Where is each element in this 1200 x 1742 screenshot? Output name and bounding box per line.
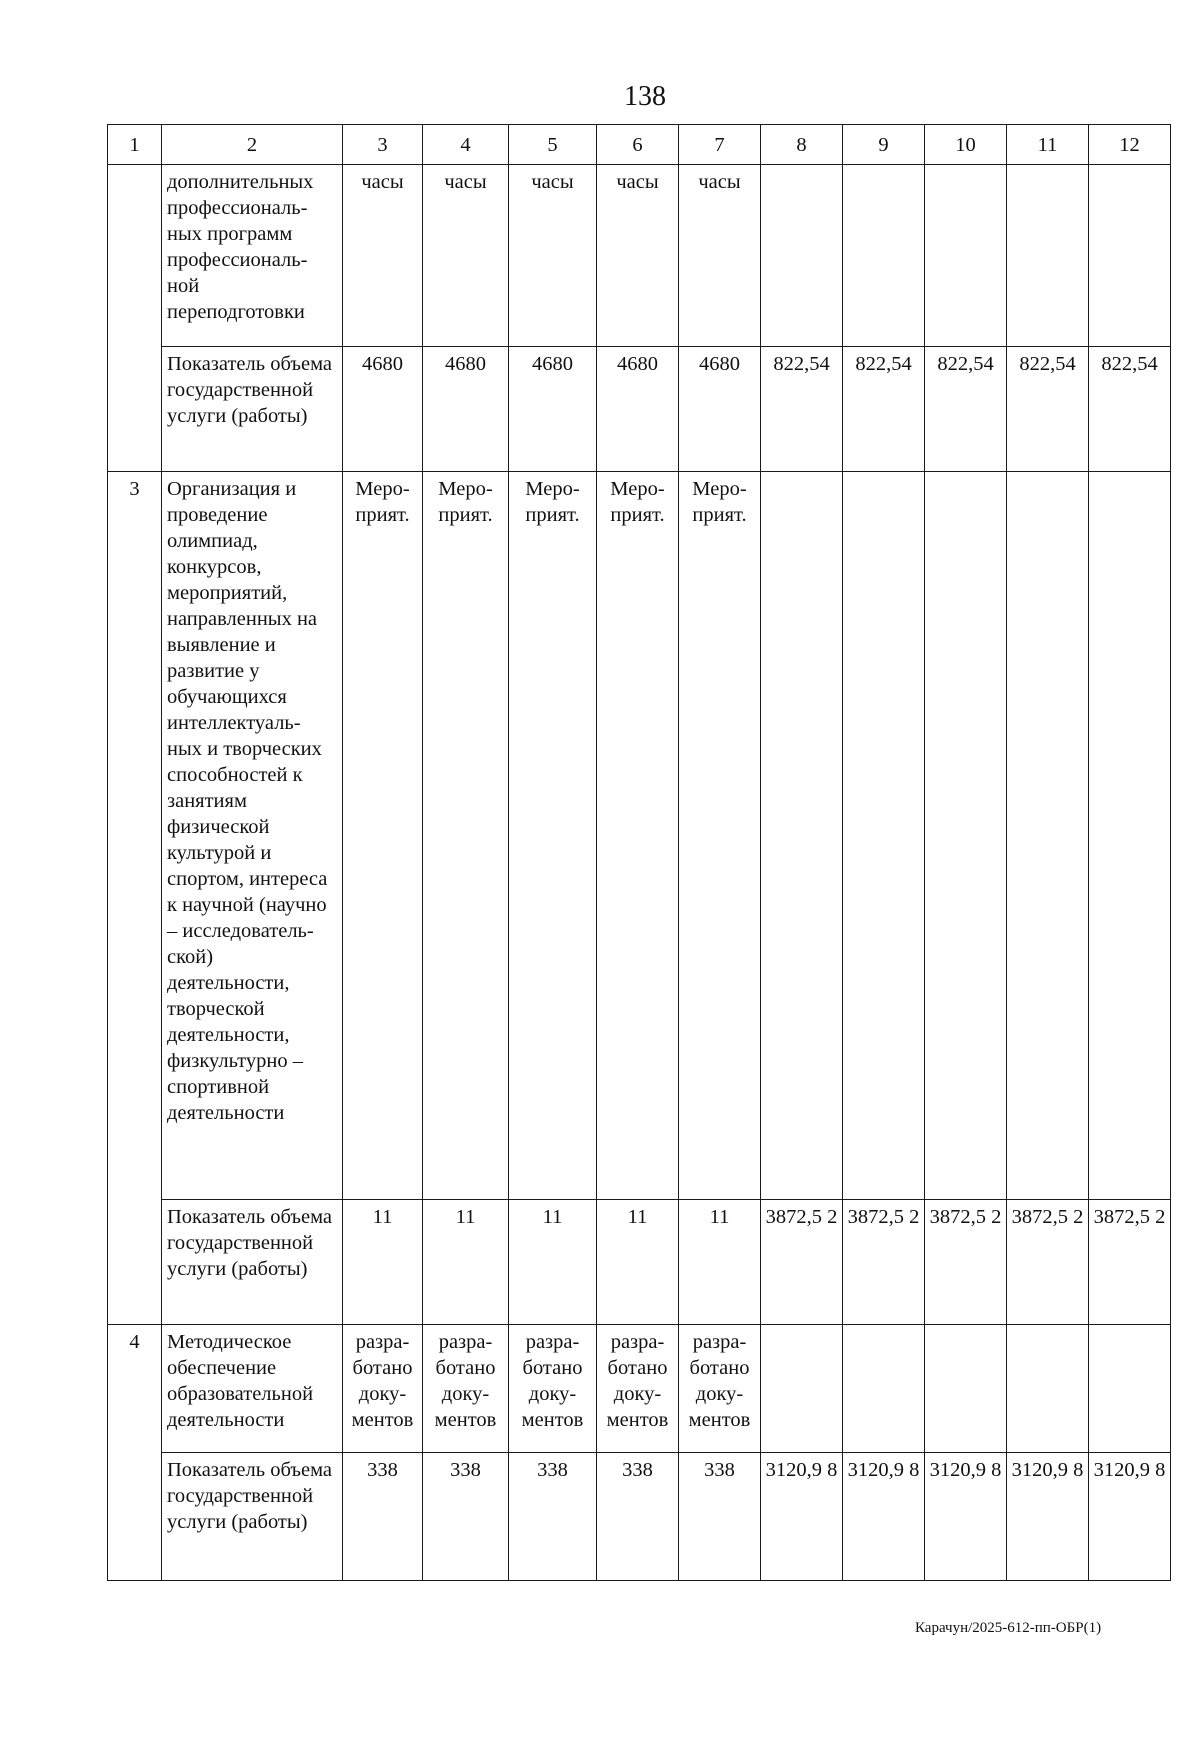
value-cell: 822,54 (925, 347, 1007, 472)
indicator-name-cell: Показатель объема государственной услуги (работы) (162, 1453, 343, 1581)
unit-cell: разра- ботано доку- ментов (597, 1325, 679, 1453)
value-cell: 4680 (423, 347, 509, 472)
value-cell: 338 (679, 1453, 761, 1581)
value-cell: 3120,9 8 (843, 1453, 925, 1581)
value-cell: 822,54 (1089, 347, 1171, 472)
value-cell: 822,54 (1007, 347, 1089, 472)
header-cell: 3 (343, 125, 423, 165)
unit-cell: часы (509, 165, 597, 347)
unit-cell: часы (679, 165, 761, 347)
unit-cell: разра- ботано доку- ментов (679, 1325, 761, 1453)
services-table (107, 124, 1171, 1581)
value-cell: 3872,5 2 (761, 1200, 843, 1325)
document-code: Карачун/2025-612-пп-ОБР(1) (915, 1620, 1102, 1636)
header-cell: 8 (761, 125, 843, 165)
value-cell: 822,54 (843, 347, 925, 472)
value-cell: 11 (509, 1200, 597, 1325)
table-row (108, 347, 1171, 472)
indicator-name-cell: Показатель объема государственной услуги (работы) (162, 347, 343, 472)
header-cell: 1 (108, 125, 162, 165)
value-cell (843, 472, 925, 1200)
service-name-cell: дополнительных профессиональ- ных программ профессиональ- ной переподготовки (162, 165, 343, 347)
value-cell (843, 1325, 925, 1453)
unit-cell: Меро- прият. (679, 472, 761, 1200)
row-number-cell: 4 (108, 1325, 162, 1581)
unit-cell: часы (343, 165, 423, 347)
table-row (108, 1325, 1171, 1453)
value-cell (761, 1325, 843, 1453)
value-cell: 4680 (679, 347, 761, 472)
header-cell: 11 (1007, 125, 1089, 165)
value-cell (1007, 472, 1089, 1200)
unit-cell: Меро- прият. (343, 472, 423, 1200)
unit-cell: разра- ботано доку- ментов (343, 1325, 423, 1453)
header-cell: 7 (679, 125, 761, 165)
value-cell: 4680 (597, 347, 679, 472)
value-cell: 11 (343, 1200, 423, 1325)
header-cell: 9 (843, 125, 925, 165)
value-cell: 3120,9 8 (761, 1453, 843, 1581)
value-cell: 11 (423, 1200, 509, 1325)
row-number-cell: 3 (108, 472, 162, 1325)
value-cell: 822,54 (761, 347, 843, 472)
unit-cell: Меро- прият. (423, 472, 509, 1200)
value-cell (1089, 472, 1171, 1200)
value-cell (1089, 1325, 1171, 1453)
header-cell: 2 (162, 125, 343, 165)
value-cell: 338 (343, 1453, 423, 1581)
value-cell (1007, 165, 1089, 347)
table-row (108, 1453, 1171, 1581)
row-number-cell (108, 165, 162, 472)
service-name-cell: Организация и проведение олимпиад, конкурсов, мероприятий, направленных на выявление и развитие у обучающихся интеллектуаль- ных и творческих способностей к занятиям физической культурой и спортом, интереса к научной (научно – исследователь- ской) деятельности, творческой деятельности, физкультурно – спортивной деятельности (162, 472, 343, 1200)
value-cell: 3120,9 8 (1007, 1453, 1089, 1581)
unit-cell: разра- ботано доку- ментов (509, 1325, 597, 1453)
table-row (108, 1200, 1171, 1325)
unit-cell: часы (423, 165, 509, 347)
unit-cell: Меро- прият. (509, 472, 597, 1200)
header-cell: 12 (1089, 125, 1171, 165)
value-cell (925, 472, 1007, 1200)
value-cell (761, 472, 843, 1200)
table-row (108, 165, 1171, 347)
value-cell: 338 (509, 1453, 597, 1581)
unit-cell: часы (597, 165, 679, 347)
header-cell: 4 (423, 125, 509, 165)
header-cell: 10 (925, 125, 1007, 165)
table-row (108, 472, 1171, 1200)
header-cell: 6 (597, 125, 679, 165)
header-cell: 5 (509, 125, 597, 165)
value-cell: 3872,5 2 (843, 1200, 925, 1325)
value-cell: 3872,5 2 (1007, 1200, 1089, 1325)
value-cell: 3120,9 8 (1089, 1453, 1171, 1581)
value-cell: 4680 (509, 347, 597, 472)
unit-cell: разра- ботано доку- ментов (423, 1325, 509, 1453)
value-cell (843, 165, 925, 347)
value-cell (1089, 165, 1171, 347)
value-cell: 3872,5 2 (925, 1200, 1007, 1325)
value-cell (1007, 1325, 1089, 1453)
value-cell: 11 (597, 1200, 679, 1325)
indicator-name-cell: Показатель объема государственной услуги (работы) (162, 1200, 343, 1325)
page-number: 138 (624, 81, 666, 112)
value-cell (925, 1325, 1007, 1453)
value-cell: 3872,5 2 (1089, 1200, 1171, 1325)
value-cell: 11 (679, 1200, 761, 1325)
value-cell: 338 (597, 1453, 679, 1581)
value-cell (925, 165, 1007, 347)
service-name-cell: Методическое обеспечение образовательной деятельности (162, 1325, 343, 1453)
value-cell: 4680 (343, 347, 423, 472)
table-header-row (108, 125, 1171, 165)
unit-cell: Меро- прият. (597, 472, 679, 1200)
value-cell: 3120,9 8 (925, 1453, 1007, 1581)
value-cell: 338 (423, 1453, 509, 1581)
value-cell (761, 165, 843, 347)
